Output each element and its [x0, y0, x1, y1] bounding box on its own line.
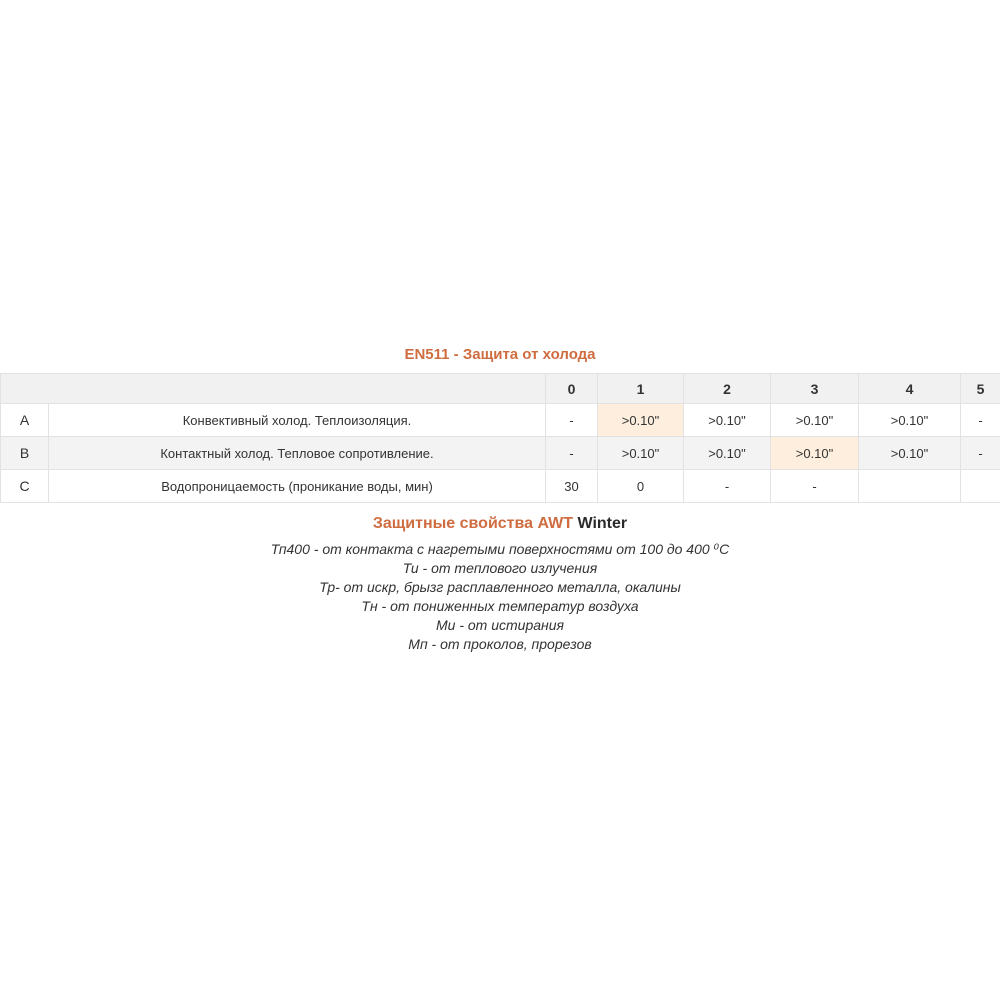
column-header-0: 0	[546, 374, 598, 404]
value-cell: >0.10"	[771, 437, 859, 470]
value-cell: -	[961, 437, 1000, 470]
row-label-b: B	[1, 437, 49, 470]
row-label-c: C	[1, 470, 49, 503]
row-description: Водопроницаемость (проникание воды, мин)	[49, 470, 546, 503]
properties-title-rest: Winter	[577, 515, 628, 532]
value-cell: -	[771, 470, 859, 503]
property-line: Ти - от теплового излучения	[402, 560, 598, 576]
column-header-1: 1	[598, 374, 684, 404]
table-row-a	[1, 404, 1000, 437]
value-cell: -	[684, 470, 771, 503]
value-cell: >0.10"	[598, 437, 684, 470]
property-line: Ми - от истирания	[435, 617, 564, 633]
value-cell: >0.10"	[598, 404, 684, 437]
properties-title	[0, 515, 1000, 533]
header-row	[1, 374, 1000, 404]
value-cell: >0.10"	[859, 437, 961, 470]
property-line: Тр- от искр, брызг расплавленного металла, окалины	[319, 579, 681, 595]
value-cell: -	[546, 437, 598, 470]
property-line: Тп400 - от контакта с нагретыми поверхностями от 100 до 400 ⁰С	[270, 541, 730, 557]
properties-title-accent: Защитные свойства AWT	[372, 515, 574, 532]
property-line: Мп - от проколов, прорезов	[408, 636, 592, 652]
property-line: Тн - от пониженных температур воздуха	[361, 598, 639, 614]
en511-table-header	[1, 374, 1000, 404]
column-header-5: 5	[961, 374, 1000, 404]
value-cell: >0.10"	[859, 404, 961, 437]
column-header-2: 2	[684, 374, 771, 404]
table-row-c	[1, 470, 1000, 503]
row-description: Конвективный холод. Теплоизоляция.	[49, 404, 546, 437]
table-row-b	[1, 437, 1000, 470]
value-cell	[961, 470, 1000, 503]
en511-table	[0, 373, 1000, 503]
en511-table-title: EN511 - Защита от холода	[404, 346, 596, 363]
value-cell	[859, 470, 961, 503]
protective-properties	[0, 515, 1000, 654]
row-description: Контактный холод. Тепловое сопротивление.	[49, 437, 546, 470]
value-cell: >0.10"	[771, 404, 859, 437]
header-cell-empty	[1, 374, 546, 404]
value-cell: >0.10"	[684, 437, 771, 470]
column-header-4: 4	[859, 374, 961, 404]
value-cell: -	[961, 404, 1000, 437]
value-cell: 0	[598, 470, 684, 503]
column-header-3: 3	[771, 374, 859, 404]
row-label-a: A	[1, 404, 49, 437]
value-cell: 30	[546, 470, 598, 503]
value-cell: -	[546, 404, 598, 437]
value-cell: >0.10"	[684, 404, 771, 437]
